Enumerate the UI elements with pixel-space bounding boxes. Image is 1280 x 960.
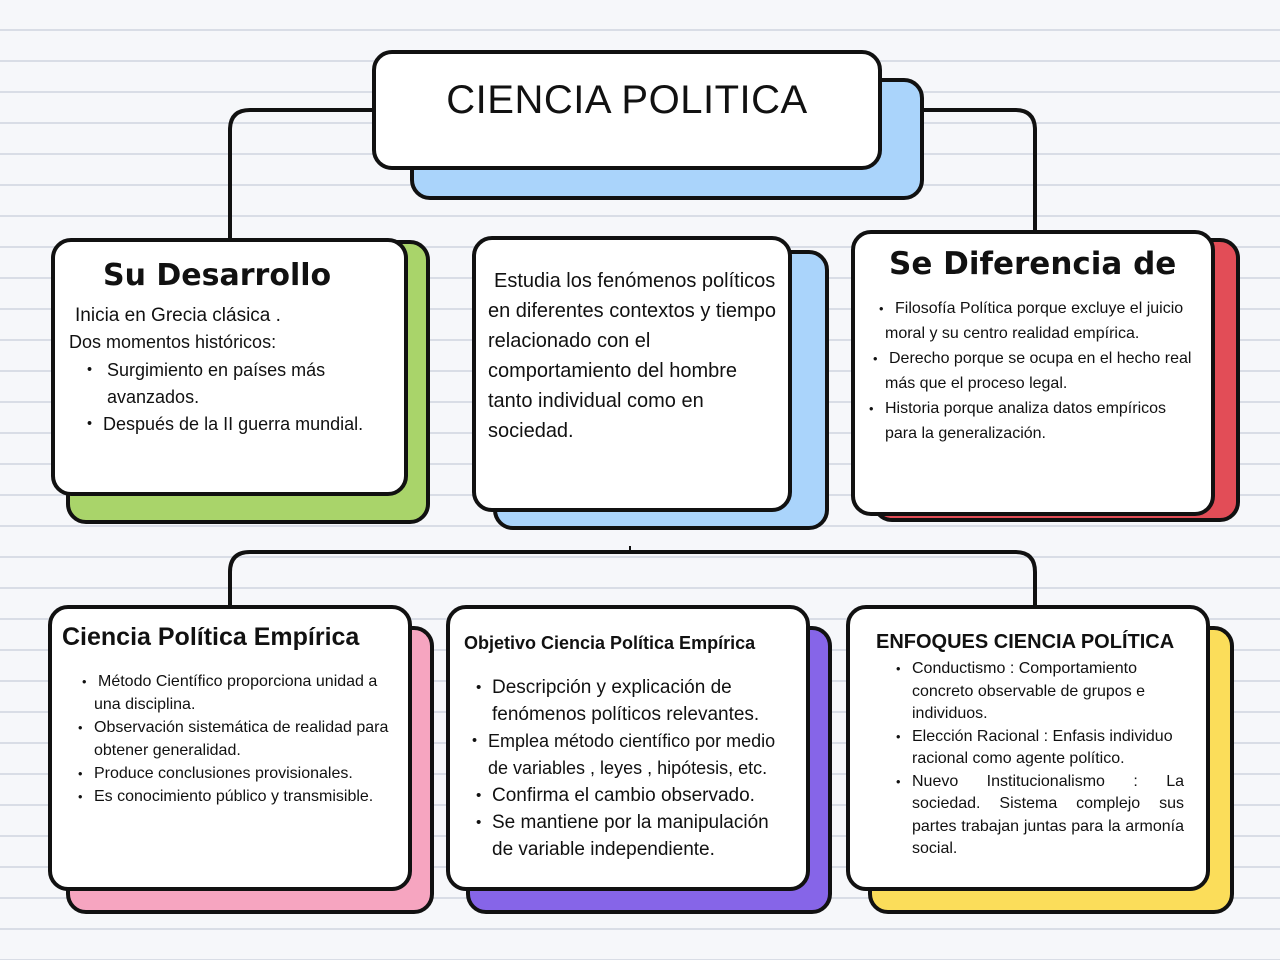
enfoques-list — [912, 658, 1184, 861]
list-item: • Filosofía Política porque excluye el juicio moral y su centro realidad empírica. — [885, 296, 1201, 346]
connector-bottom-bar — [230, 552, 1035, 608]
list-item: • Nuevo Institucionalismo : La sociedad. Sistema complejo sus partes trabajan juntas para la armonía social. — [912, 771, 1184, 861]
objetivo-card — [446, 605, 810, 891]
list-item: • Se mantiene por la manipulación de variable independiente. — [492, 809, 794, 863]
diferencia-heading: Se Diferencia de — [889, 246, 1177, 282]
desarrollo-card — [51, 238, 408, 496]
list-item: • Observación sistemática de realidad para obtener generalidad. — [94, 716, 398, 762]
list-item: • Es conocimiento público y transmisible. — [94, 785, 398, 808]
enfoques-heading: ENFOQUES CIENCIA POLÍTICA — [876, 631, 1175, 653]
objetivo-heading: Objetivo Ciencia Política Empírica — [464, 633, 756, 653]
title-card — [372, 50, 882, 170]
list-item: • Descripción y explicación de fenómenos políticos relevantes. — [492, 674, 794, 728]
diferencia-list — [885, 296, 1201, 446]
list-item: • Elección Racional : Enfasis individuo racional como agente político. — [912, 726, 1184, 771]
empirica-card — [48, 605, 412, 891]
list-item: • Conductismo : Comportamiento concreto observable de grupos e individuos. — [912, 658, 1184, 726]
empirica-heading: Ciencia Política Empírica — [62, 623, 360, 651]
estudia-card — [472, 236, 792, 512]
list-item: • Surgimiento en países más avanzados. — [103, 357, 390, 411]
desarrollo-heading: Su Desarrollo — [103, 258, 332, 293]
list-item: • Produce conclusiones provisionales. — [94, 762, 398, 785]
list-item: • Método Científico proporciona unidad a una disciplina. — [94, 670, 398, 716]
list-item: • Historia porque analiza datos empíricos para la generalización. — [885, 396, 1201, 446]
list-item: • Derecho porque se ocupa en el hecho real más que el proceso legal. — [885, 346, 1201, 396]
desarrollo-line1: Inicia en Grecia clásica . — [75, 305, 281, 326]
page-title: CIENCIA POLITICA — [446, 78, 808, 122]
list-item: • Después de la II guerra mundial. — [103, 411, 390, 438]
list-item: • Confirma el cambio observado. — [492, 782, 794, 809]
objetivo-list — [488, 674, 794, 863]
list-item: • Emplea método científico por medio de variables , leyes , hipótesis, etc. — [488, 728, 794, 782]
estudia-text: Estudia los fenómenos políticos en diferentes contextos y tiempo relacionado con el comportamiento del hombre tanto individual como en sociedad. — [488, 270, 776, 442]
desarrollo-line2: Dos momentos históricos: — [69, 332, 277, 352]
diferencia-card — [851, 230, 1215, 516]
empirica-list — [94, 670, 398, 808]
connector-left-top — [230, 110, 375, 240]
desarrollo-list — [69, 357, 390, 438]
enfoques-card — [846, 605, 1210, 891]
